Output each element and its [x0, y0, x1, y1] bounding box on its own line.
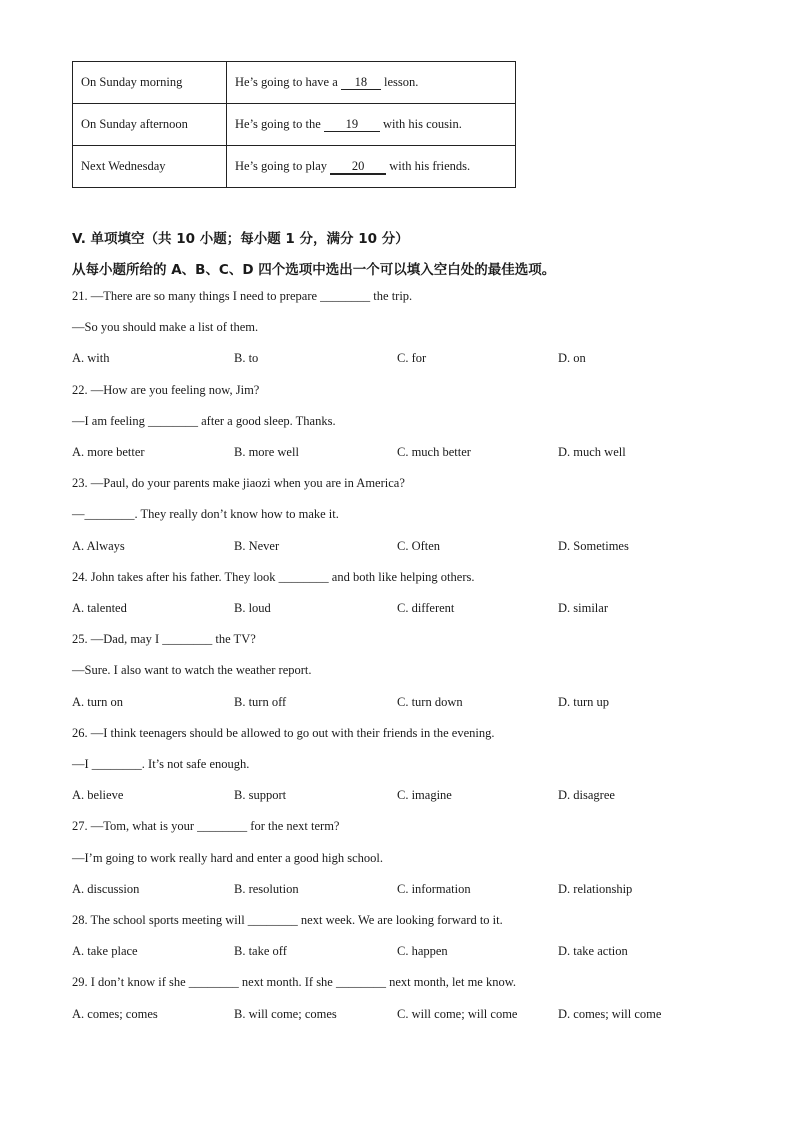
answer-option-b: B. take off [234, 944, 287, 959]
sentence-end: with his friends. [386, 158, 471, 173]
sentence-end: with his cousin. [379, 117, 462, 131]
answer-option-a: A. talented [72, 601, 127, 615]
answer-option-a: A. comes; comes [72, 1006, 158, 1021]
answer-option-b: B. more well [234, 445, 299, 459]
answer-option-b: B. to [234, 351, 259, 366]
answer-option-d: D. similar [558, 601, 608, 615]
question-stem: 27. —Tom, what is your ________ for the next term? [72, 819, 340, 834]
question-reply: —I’m going to work really hard and enter a good high school. [72, 850, 384, 865]
table-cell-activity [227, 146, 516, 188]
answer-option-c: C. happen [397, 944, 448, 959]
question-stem: 22. —How are you feeling now, Jim? [72, 382, 260, 397]
answer-option-d: D. comes; will come [558, 1006, 662, 1021]
answer-option-a: A. turn on [72, 694, 124, 709]
table-row [73, 104, 516, 146]
answer-option-a: A. discussion [72, 881, 140, 896]
answer-option-d: D. take action [558, 944, 628, 959]
table-cell-activity [227, 104, 516, 146]
answer-option-b: B. will come; comes [234, 1006, 337, 1021]
answer-option-d: D. Sometimes [558, 538, 629, 553]
question-stem: 21. —There are so many things I need to prepare ________ the trip. [72, 289, 413, 303]
schedule-table [72, 61, 516, 188]
answer-option-b: B. Never [234, 538, 280, 553]
section-instruction: 从每小题所给的 A、B、C、D 四个选项中选出一个可以填入空白处的最佳选项。 [72, 262, 556, 278]
answer-option-c: C. much better [397, 445, 471, 459]
answer-option-b: B. turn off [234, 694, 287, 709]
question-stem: 26. —I think teenagers should be allowed to go out with their friends in the evening. [72, 725, 495, 740]
table-cell-time: Next Wednesday [73, 146, 227, 188]
answer-option-a: A. with [72, 351, 110, 366]
section-title: V. 单项填空（共 10 小题；每小题 1 分，满分 10 分） [72, 231, 409, 247]
answer-option-c: C. Often [397, 538, 441, 553]
answer-option-c: C. different [397, 601, 455, 615]
answer-blank: 19 [324, 118, 380, 132]
answer-option-a: A. take place [72, 944, 138, 959]
answer-option-d: D. turn up [558, 694, 610, 709]
sentence-start: He’s going to the [235, 117, 324, 131]
answer-option-a: A. more better [72, 445, 145, 459]
table-cell-time: On Sunday afternoon [73, 104, 227, 146]
question-stem: 25. —Dad, may I ________ the TV? [72, 632, 256, 647]
table-row [73, 146, 516, 188]
answer-option-d: D. on [558, 351, 586, 366]
question-stem: 24. John takes after his father. They look ________ and both like helping others. [72, 569, 475, 584]
answer-option-d: D. much well [558, 445, 626, 459]
answer-option-a: A. believe [72, 788, 124, 803]
question-reply: —I am feeling ________ after a good sleep. Thanks. [72, 413, 336, 428]
question-stem: 29. I don’t know if she ________ next month. If she ________ next month, let me know. [72, 975, 517, 990]
sentence-end: lesson. [380, 75, 419, 89]
answer-option-d: D. relationship [558, 881, 633, 896]
sentence-start: He’s going to play [235, 158, 331, 173]
question-reply: —Sure. I also want to watch the weather report. [72, 663, 312, 678]
answer-blank: 18 [341, 76, 381, 90]
answer-option-c: C. for [397, 351, 427, 366]
answer-option-a: A. Always [72, 538, 125, 553]
answer-option-b: B. loud [234, 601, 271, 615]
answer-option-d: D. disagree [558, 788, 615, 803]
answer-blank: 20 [330, 160, 386, 175]
sentence-start: He’s going to have a [235, 75, 341, 89]
question-reply: —________. They really don’t know how to make it. [72, 507, 339, 522]
table-cell-activity [227, 62, 516, 104]
table-cell-time: On Sunday morning [73, 62, 227, 104]
answer-option-c: C. imagine [397, 788, 452, 803]
answer-option-c: C. will come; will come [397, 1006, 518, 1021]
table-row [73, 62, 516, 104]
question-stem: 28. The school sports meeting will ________ next week. We are looking forward to it. [72, 913, 503, 927]
question-stem: 23. —Paul, do your parents make jiaozi when you are in America? [72, 476, 405, 491]
question-reply: —So you should make a list of them. [72, 320, 259, 335]
question-reply: —I ________. It’s not safe enough. [72, 757, 250, 771]
answer-option-c: C. turn down [397, 694, 463, 709]
answer-option-b: B. support [234, 788, 287, 803]
answer-option-b: B. resolution [234, 881, 299, 896]
answer-option-c: C. information [397, 881, 471, 896]
